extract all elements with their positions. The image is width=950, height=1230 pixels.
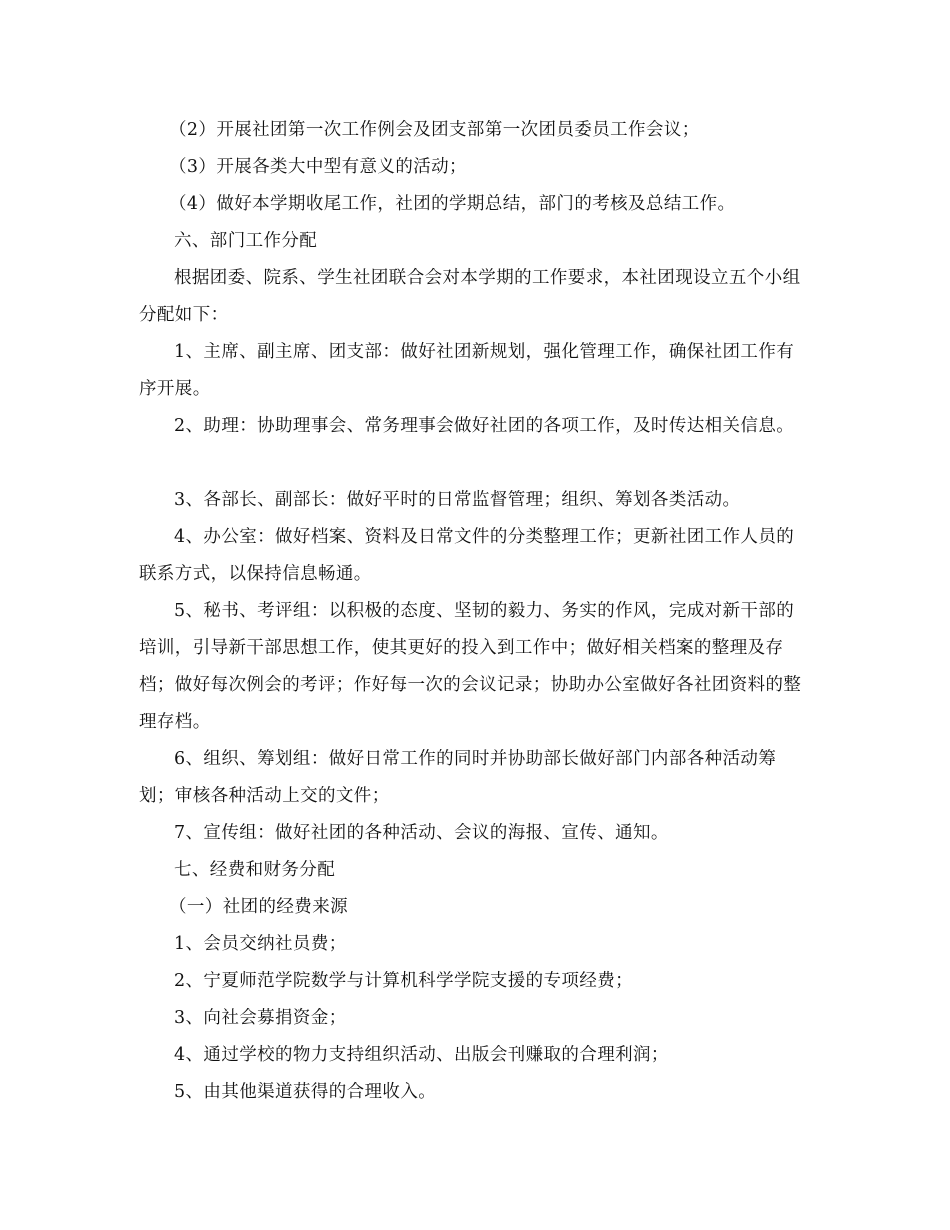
paragraph-role-2: 2、助理：协助理事会、常务理事会做好社团的各项工作，及时传达相关信息。	[174, 416, 795, 436]
paragraph-role-6: 6、组织、筹划组：做好日常工作的同时并协助部长做好部门内部各种活动筹划；审核各种活动上交的文件；	[139, 749, 777, 806]
funding-item-5: 5、由其他渠道获得的合理收入。	[174, 1082, 437, 1102]
paragraph-intro: 根据团委、院系、学生社团联合会对本学期的工作要求，本社团现设立五个小组分配如下：	[139, 268, 801, 325]
paragraph-item-3: （3）开展各类大中型有意义的活动；	[169, 157, 467, 177]
funding-item-3: 3、向社会募捐资金；	[174, 1008, 347, 1028]
funding-item-4: 4、通过学校的物力支持组织活动、出版会刊赚取的合理利润；	[174, 1045, 669, 1065]
paragraph-role-7: 7、宣传组：做好社团的各种活动、会议的海报、宣传、通知。	[174, 823, 669, 843]
subsection-heading-1: （一）社团的经费来源	[169, 897, 348, 917]
paragraph-item-4: （4）做好本学期收尾工作，社团的学期总结，部门的考核及总结工作。	[169, 194, 736, 214]
paragraph-role-4: 4、办公室：做好档案、资料及日常文件的分类整理工作；更新社团工作人员的联系方式，以保持信息畅通。	[139, 527, 795, 584]
funding-item-2: 2、宁夏师范学院数学与计算机科学学院支援的专项经费；	[174, 971, 634, 991]
paragraph-role-1: 1、主席、副主席、团支部：做好社团新规划，强化管理工作，确保社团工作有序开展。	[139, 342, 795, 399]
paragraph-item-2: （2）开展社团第一次工作例会及团支部第一次团员委员工作会议；	[169, 120, 700, 140]
paragraph-role-5: 5、秘书、考评组：以积极的态度、坚韧的毅力、务实的作风，完成对新干部的培训，引导新干部思想工作，使其更好的投入到工作中；做好相关档案的整理及存档；做好每次例会的考评；作好每一次的会议记录；协助办公室做好各社团资料的整理存档。	[139, 601, 802, 732]
paragraph-role-3: 3、各部长、副部长：做好平时的日常监督管理；组织、筹划各类活动。	[174, 490, 741, 510]
section-heading-7: 七、经费和财务分配	[174, 860, 336, 880]
section-heading-6: 六、部门工作分配	[174, 231, 318, 251]
funding-item-1: 1、会员交纳社员费；	[174, 934, 347, 954]
